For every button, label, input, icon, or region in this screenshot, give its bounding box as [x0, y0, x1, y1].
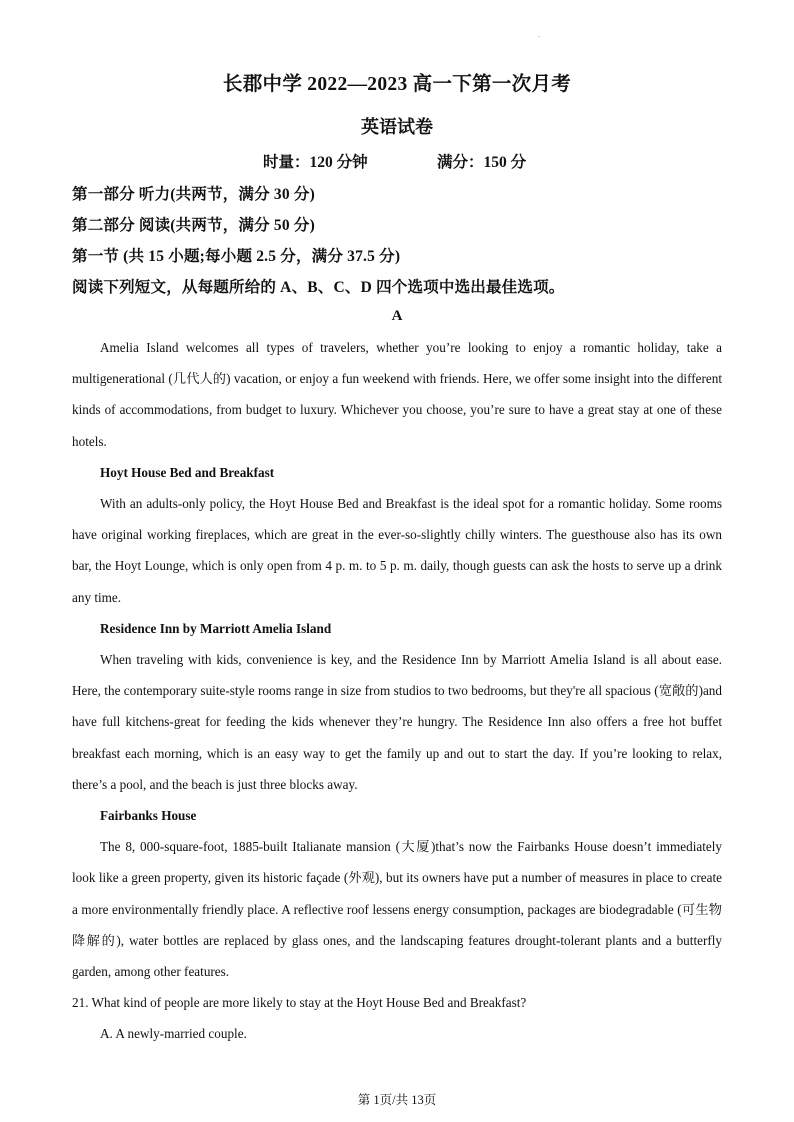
question-21: 21. What kind of people are more likely to stay at the Hoyt House Bed and Breakfast?	[72, 995, 527, 1011]
time-limit: 时量：120 分钟	[263, 154, 368, 171]
passage-label: A	[391, 308, 403, 324]
exam-title: 长郡中学 2022—2023 高一下第一次月考	[222, 74, 572, 95]
passage-intro: Amelia Island welcomes all types of travelers, whether you’re looking to enjoy a romantic holiday, take a multigenerational (几代人的) vacation, or enjoy a fun weekend with friends. Here, we offer some insight into the different kinds of accommodations, from budget to luxury. Whichever you choose, you’re sure to have a great stay at one of these hotels.	[72, 340, 722, 449]
exam-subtitle: 英语试卷	[361, 117, 433, 137]
part-two-heading: 第二部分 阅读(共两节，满分 50 分)	[72, 217, 315, 234]
hotel-text-fairbanks: The 8, 000-square-foot, 1885-built Italianate mansion (大厦)that’s now the Fairbanks House doesn’t immediately look like a green property, given its historic façade (外观), but its owners have put a number of measures in place to create a more environmentally friendly place. A reflective roof lessens energy consumption, packages are biodegradable (可生物降解的), water bottles are replaced by glass ones, and the landscaping features drought-tolerant plants and a butterfly garden, among other features.	[72, 839, 722, 980]
hotel-heading-residence-inn: Residence Inn by Marriott Amelia Island	[100, 620, 332, 636]
hotel-text-hoyt: With an adults-only policy, the Hoyt House Bed and Breakfast is the ideal spot for a romantic holiday. Some rooms have original working fireplaces, which are great in the ever-so-slightly chilly winters. The guesthouse also has its own bar, the Hoyt Lounge, which is only open from 4 p. m. to 5 p. m. daily, though guests can ask the hosts to serve up a drink any time.	[72, 496, 722, 605]
full-score: 满分：150 分	[437, 154, 527, 171]
hotel-heading-fairbanks: Fairbanks House	[100, 808, 197, 824]
reading-instruction: 阅读下列短文，从每题所给的 A、B、C、D 四个选项中选出最佳选项。	[72, 279, 565, 296]
part-one-heading: 第一部分 听力(共两节，满分 30 分)	[72, 186, 315, 203]
hotel-heading-hoyt: Hoyt House Bed and Breakfast	[100, 464, 275, 480]
hotel-text-residence-inn: When traveling with kids, convenience is key, and the Residence Inn by Marriott Amelia Island is all about ease. Here, the contemporary suite-style rooms range in size from studios to two bedrooms, but they're all spacious (宽敞的)and have full kitchens-great for feeding the kids whenever they’re hungry. The Residence Inn also offers a free hot buffet breakfast each morning, which is an easy way to get the family up and out to start the day. If you’re looking to relax, there’s a pool, and the beach is just three blocks away.	[72, 652, 722, 792]
section-one-heading: 第一节 (共 15 小题;每小题 2.5 分，满分 37.5 分)	[72, 248, 401, 265]
scan-mark: .	[538, 30, 540, 39]
question-21-option-a: A. A newly-married couple.	[100, 1026, 247, 1042]
passage-body	[72, 332, 722, 1050]
page-number: 第 1页/共 13页	[357, 1093, 437, 1107]
